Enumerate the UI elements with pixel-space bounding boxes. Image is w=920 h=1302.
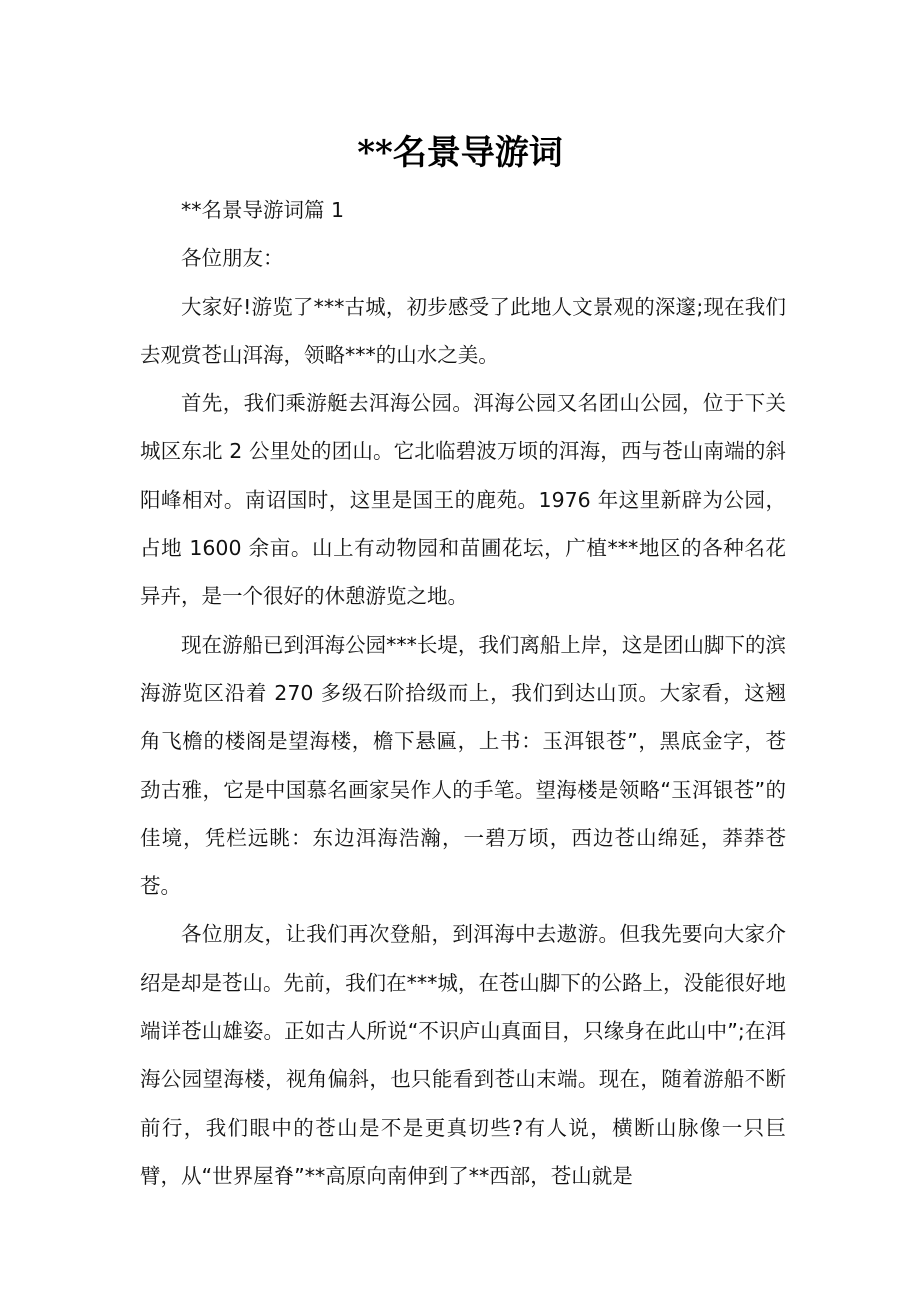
intro-paragraph: 大家好!游览了***古城，初步感受了此地人文景观的深邃;现在我们去观赏苍山洱海，领略***的山水之美。 [140,294,786,367]
cangshan-paragraph: 各位朋友，让我们再次登船，到洱海中去遨游。但我先要向大家介绍是却是苍山。先前，我们在***城，在苍山脚下的公路上，没能很好地端详苍山雄姿。正如古人所说“不识庐山真面目，只缘身在此山中”;在洱海公园望海楼，视角偏斜，也只能看到苍山末端。现在，随着游船不断前行，我们眼中的苍山是不是更真切些?有人说，横断山脉像一只巨臂，从“世界屋脊”**高原向南伸到了**西部，苍山就是 [140,922,786,1188]
park-paragraph: 首先，我们乘游艇去洱海公园。洱海公园又名团山公园，位于下关城区东北 2 公里处的团山。它北临碧波万顷的洱海，西与苍山南端的斜阳峰相对。南诏国时，这里是国王的鹿苑。1976 年这里新辟为公园，占地 1600 余亩。山上有动物园和苗圃花坛，广植***地区的各种名花异卉，是一个很好的休憩游览之地。 [140,391,786,609]
section-heading: **名景导游词篇 1 [181,198,345,222]
tower-paragraph: 现在游船已到洱海公园***长堤，我们离船上岸，这是团山脚下的滨海游览区沿着 270 多级石阶拾级而上，我们到达山顶。大家看，这翘角飞檐的楼阁是望海楼，檐下悬匾，上书：玉洱银苍”，黑底金字，苍劲古雅，它是中国慕名画家吴作人的手笔。望海楼是领略“玉洱银苍”的佳境，凭栏远眺：东边洱海浩瀚，一碧万顷，西边苍山绵延，莽莽苍苍。 [140,632,786,899]
document-title: **名景导游词 [357,133,563,173]
document-body [140,186,786,1200]
greeting-paragraph: 各位朋友： [181,246,284,271]
